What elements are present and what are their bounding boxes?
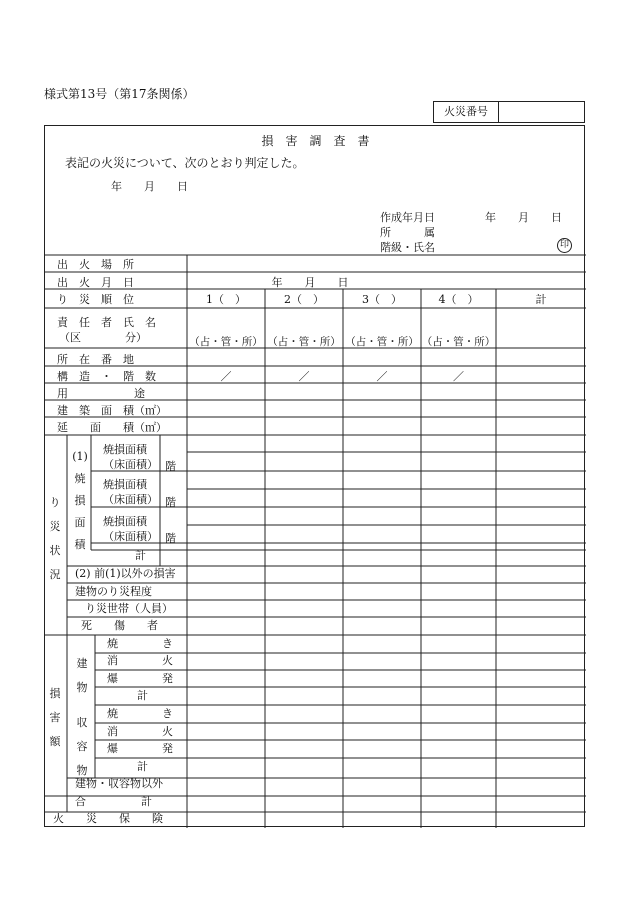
fire-number-field[interactable]	[499, 102, 585, 122]
other-than-building-label: 建物・収容物以外	[75, 777, 163, 790]
contents-explosion-label: 爆 発	[107, 742, 173, 755]
fire-insurance-label: 火 災 保 険	[53, 812, 163, 825]
structure-mark-1: ／	[220, 370, 232, 383]
fire-date-value: 年 月 日	[271, 276, 349, 289]
burned-area-subtotal: 計	[135, 549, 146, 562]
contents-subtotal: 計	[137, 760, 148, 773]
rank-name-label: 階級・氏名	[380, 241, 435, 254]
floor-area-entry-3: 焼損面積（床面積）	[103, 515, 158, 543]
column-total: 計	[535, 293, 547, 306]
contents-burn-label: 焼 き	[107, 707, 173, 720]
judgement-date: 年 月 日	[111, 180, 188, 193]
seal-mark: 印	[557, 238, 572, 253]
floor-area-entry-2: 焼損面積（床面積）	[103, 478, 158, 506]
judgement-statement: 表記の火災について、次のとおり判定した。	[65, 156, 305, 170]
division-label: （区 分）	[59, 331, 147, 344]
structure-floors-label: 構 造 ・ 階 数	[57, 370, 156, 383]
fire-number-label: 火災番号	[434, 102, 499, 122]
responsible-person-label: 責 任 者 氏 名	[57, 316, 156, 329]
damage-amount-group-label: 損害額	[49, 687, 61, 748]
building-subtotal: 計	[137, 689, 148, 702]
casualties-label: 死 傷 者	[81, 619, 158, 632]
fire-date-label: 出 火 月 日	[57, 276, 134, 289]
form-number-label: 様式第13号（第17条関係）	[44, 87, 195, 101]
column-item-4: 4（ ）	[438, 293, 479, 306]
affiliation-label: 所 属	[380, 226, 435, 239]
damage-degree-label: 建物のり災程度	[75, 585, 152, 598]
floor-suffix-2: 階	[165, 496, 176, 509]
occupancy-1: （占・管・所）	[189, 336, 263, 348]
grand-total-label: 合 計	[75, 795, 152, 808]
created-date-value: 年 月 日	[485, 211, 562, 224]
occupancy-4: （占・管・所）	[421, 336, 496, 348]
structure-mark-4: ／	[453, 370, 464, 383]
damage-survey-form	[44, 125, 585, 827]
contents-extinguish-label: 消 火	[107, 725, 173, 738]
occupancy-2: （占・管・所）	[267, 336, 341, 348]
structure-mark-2: ／	[298, 370, 310, 383]
building-area-label: 建 築 面 積（㎡）	[57, 404, 167, 417]
occupancy-3: （占・管・所）	[345, 336, 419, 348]
fire-location-label: 出 火 場 所	[57, 258, 134, 271]
floor-suffix-1: 階	[165, 460, 176, 473]
column-item-2: 2（ ）	[284, 293, 324, 306]
building-group-label: 建物	[76, 657, 88, 694]
damage-status-group-label: り災状況	[49, 496, 61, 581]
floor-area-entry-1: 焼損面積（床面積）	[103, 443, 158, 471]
column-item-1: 1（ ）	[206, 293, 246, 306]
floor-suffix-3: 階	[165, 532, 176, 545]
building-extinguish-label: 消 火	[107, 654, 173, 667]
damage-order-label: り 災 順 位	[57, 293, 134, 306]
contents-group-label: 収容物	[76, 716, 88, 777]
usage-label: 用 途	[57, 387, 145, 400]
created-date-label: 作成年月日	[380, 211, 435, 224]
burned-area-group-label: (1)焼損面積	[72, 450, 88, 551]
document-title: 損 害 調 査 書	[261, 134, 370, 148]
address-label: 所 在 番 地	[57, 353, 134, 366]
fire-number-box	[433, 101, 585, 123]
building-explosion-label: 爆 発	[107, 672, 173, 685]
other-damage-label: (2) 前(1)以外の損害	[75, 567, 176, 580]
building-burn-label: 焼 き	[107, 637, 173, 650]
total-floor-area-label: 延 面 積（㎡）	[57, 421, 167, 434]
structure-mark-3: ／	[376, 370, 388, 383]
column-item-3: 3（ ）	[362, 293, 402, 306]
affected-households-label: り災世帯（人員）	[85, 602, 173, 615]
